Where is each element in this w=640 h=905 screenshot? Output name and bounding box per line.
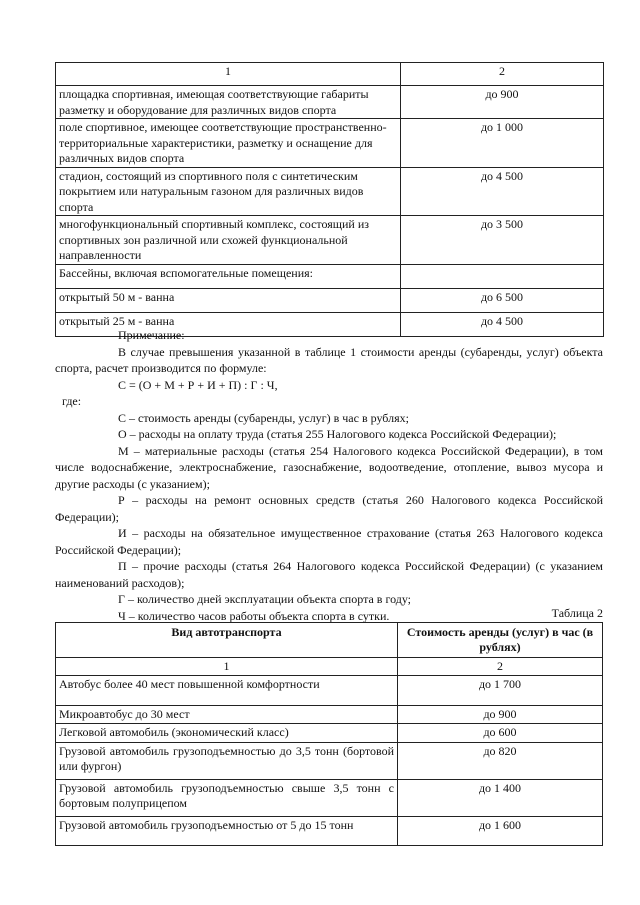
table-row bbox=[56, 723, 603, 742]
notes-section bbox=[55, 327, 603, 624]
facility-name: площадка спортивная, имеющая соответствующие габариты разметку и оборудование для различных видов спорта bbox=[56, 86, 401, 119]
facility-name: стадион, состоящий из спортивного поля с синтетическим покрытием или натуральным газоном для различных видов спорта bbox=[56, 167, 401, 216]
facility-name: поле спортивное, имеющее соответствующие пространственно-территориальные характеристики, разметку и оснащение для различных видов спорта bbox=[56, 119, 401, 168]
formula: С = (О + М + Р + И + П) : Г : Ч, bbox=[118, 377, 278, 392]
facility-price: до 1 000 bbox=[401, 119, 604, 168]
column-number: 1 bbox=[56, 63, 401, 86]
column-header: Вид автотранспорта bbox=[56, 623, 398, 658]
notes-item: Г – количество дней эксплуатации объекта спорта в году; bbox=[118, 592, 412, 606]
facility-price: до 6 500 bbox=[401, 288, 604, 312]
facility-name: открытый 50 м - ванна bbox=[56, 288, 401, 312]
column-number: 2 bbox=[398, 658, 603, 676]
notes-item: П – прочие расходы (статья 264 Налогового кодекса Российской Федерации) (с указанием наименований расходов); bbox=[55, 559, 603, 590]
table-caption: Таблица 2 bbox=[551, 606, 603, 620]
notes-item: О – расходы на оплату труда (статья 255 Налогового кодекса Российской Федерации); bbox=[118, 427, 557, 441]
vehicle-name: Грузовой автомобиль грузоподъемностью до 3,5 тонн (бортовой или фургон) bbox=[56, 742, 398, 779]
column-number: 2 bbox=[401, 63, 604, 86]
notes-item: Ч – количество часов работы объекта спорта в сутки. bbox=[118, 608, 390, 623]
vehicle-name: Микроавтобус до 30 мест bbox=[56, 705, 398, 723]
notes-item: И – расходы на обязательное имущественное страхование (статья 263 Налогового кодекса Российской Федерации); bbox=[55, 526, 603, 557]
notes-intro: В случае превышения указанной в таблице 1 стоимости аренды (субаренды, услуг) объекта спорта, расчет производится по формуле: bbox=[55, 344, 603, 375]
vehicle-name: Автобус более 40 мест повышенной комфортности bbox=[56, 675, 398, 705]
column-number-row bbox=[56, 658, 603, 676]
table-row bbox=[56, 675, 603, 705]
table-row bbox=[56, 742, 603, 779]
facility-price: до 3 500 bbox=[401, 216, 604, 265]
where-label: где: bbox=[62, 394, 82, 408]
notes-heading: Примечание: bbox=[118, 328, 185, 342]
column-number-row bbox=[56, 63, 604, 86]
table-row bbox=[56, 705, 603, 723]
notes-item: С – стоимость аренды (субаренды, услуг) в час в рублях; bbox=[118, 410, 409, 425]
facility-price bbox=[401, 264, 604, 288]
table-row bbox=[56, 119, 604, 168]
header-row bbox=[56, 623, 603, 658]
table-row bbox=[56, 288, 604, 312]
vehicle-name: Грузовой автомобиль грузоподъемностью от 5 до 15 тонн bbox=[56, 816, 398, 845]
vehicle-name: Легковой автомобиль (экономический класс) bbox=[56, 723, 398, 742]
table-row bbox=[56, 167, 604, 216]
facility-name: Бассейны, включая вспомогательные помещения: bbox=[56, 264, 401, 288]
facility-price: до 4 500 bbox=[401, 312, 604, 336]
vehicle-price: до 1 400 bbox=[398, 779, 603, 816]
vehicle-price: до 1 700 bbox=[398, 675, 603, 705]
table-row bbox=[56, 216, 604, 265]
facility-name: многофункциональный спортивный комплекс, состоящий из спортивных зон различной или схожей функциональной направленности bbox=[56, 216, 401, 265]
vehicles-table bbox=[55, 622, 603, 846]
vehicle-name: Грузовой автомобиль грузоподъемностью свыше 3,5 тонн с бортовым полуприцепом bbox=[56, 779, 398, 816]
table-row bbox=[56, 86, 604, 119]
sports-facilities-table bbox=[55, 62, 604, 337]
vehicle-price: до 820 bbox=[398, 742, 603, 779]
vehicle-price: до 1 600 bbox=[398, 816, 603, 845]
facility-price: до 4 500 bbox=[401, 167, 604, 216]
notes-item: Р – расходы на ремонт основных средств (статья 260 Налогового кодекса Российской Федерации); bbox=[55, 493, 603, 524]
table-row bbox=[56, 816, 603, 845]
column-header: Стоимость аренды (услуг) в час (в рублях) bbox=[398, 623, 603, 658]
table-row bbox=[56, 264, 604, 288]
table-row bbox=[56, 779, 603, 816]
notes-item: М – материальные расходы (статья 254 Налогового кодекса Российской Федерации), в том числе водоснабжение, электроснабжение, газоснабжение, водоотведение, отопление, вывоз мусора и другие расходы (с указанием); bbox=[55, 443, 603, 491]
vehicle-price: до 900 bbox=[398, 705, 603, 723]
column-number: 1 bbox=[56, 658, 398, 676]
vehicle-price: до 600 bbox=[398, 723, 603, 742]
facility-name: открытый 25 м - ванна bbox=[56, 312, 401, 336]
facility-price: до 900 bbox=[401, 86, 604, 119]
